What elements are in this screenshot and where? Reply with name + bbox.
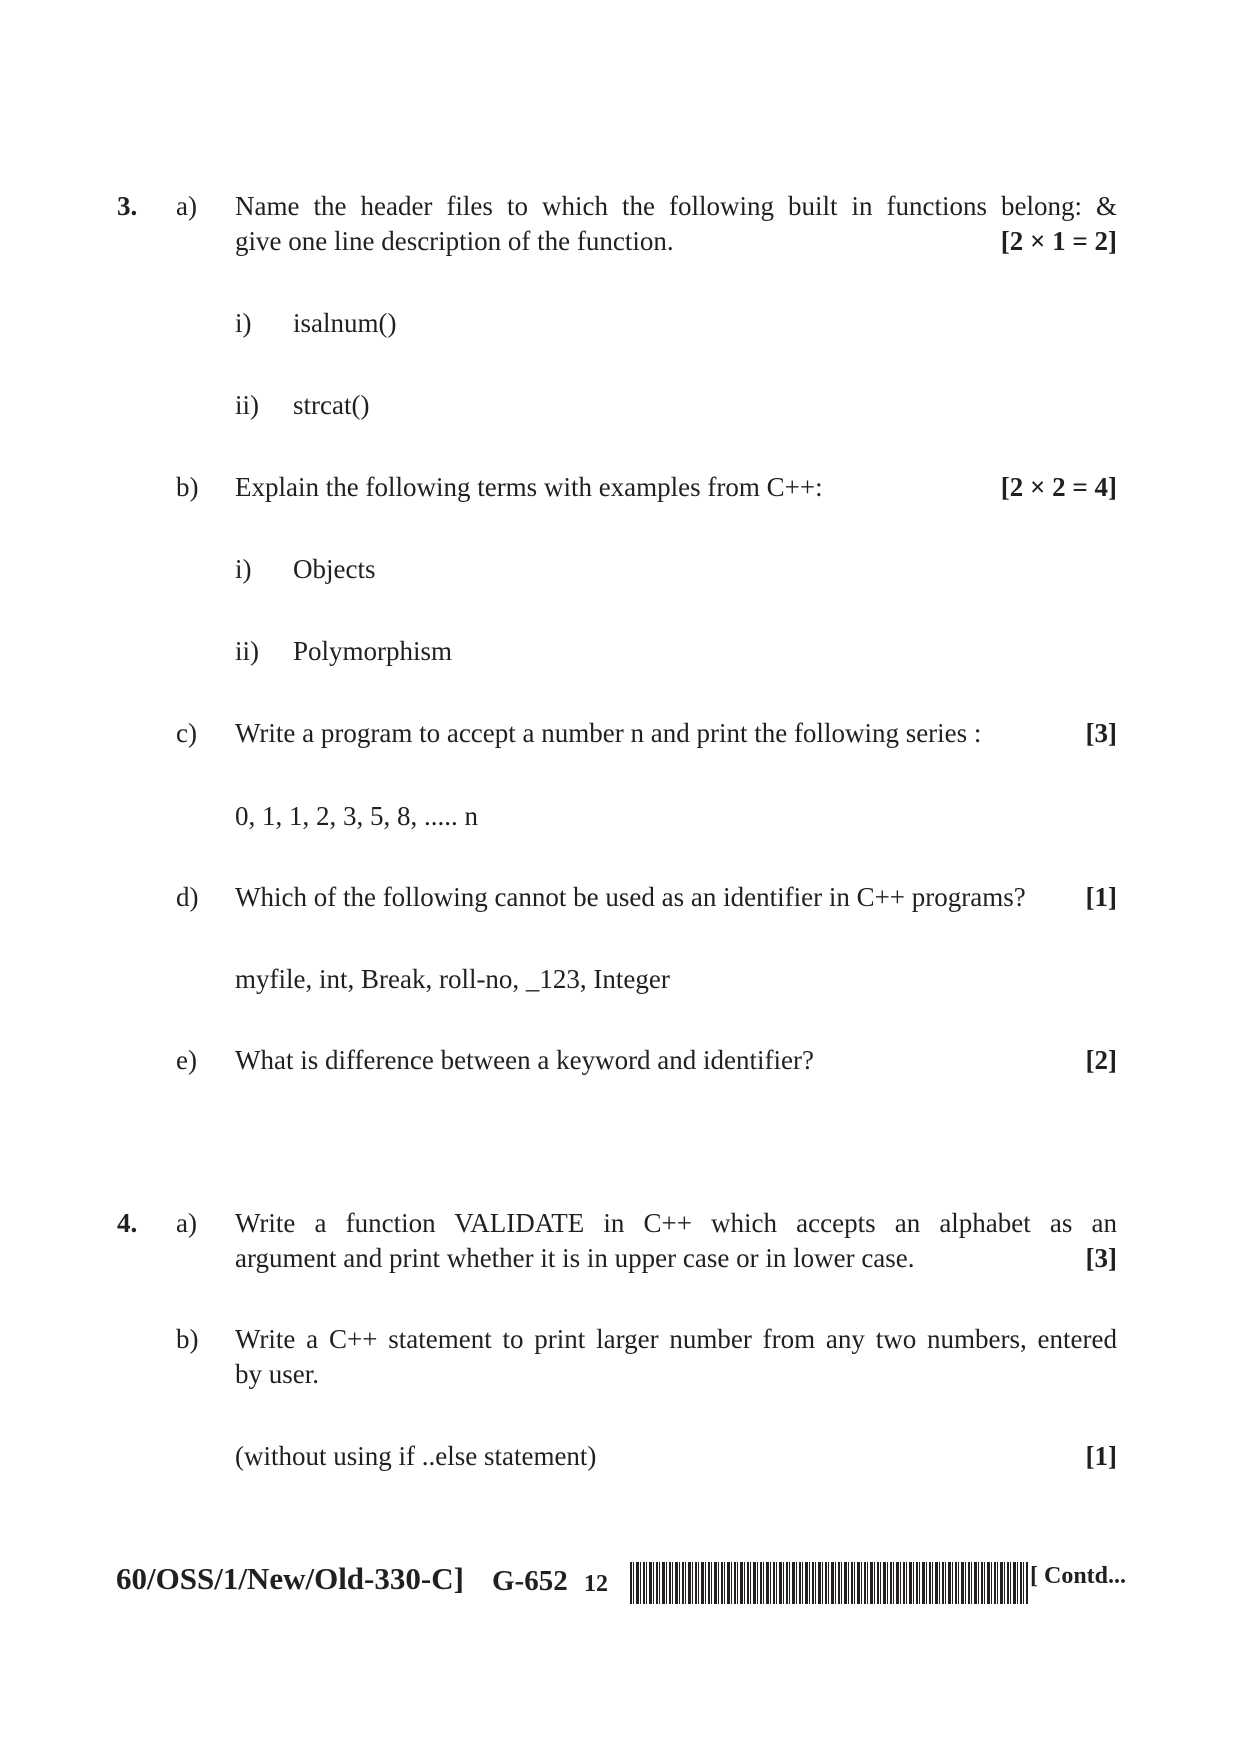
q3e-text: What is difference between a keyword and identifier? [235,1045,814,1075]
q3a-item-2-label: ii) [235,390,259,420]
q4b-note: (without using if ..else statement) [235,1441,597,1471]
q3d-marks: [1] [1085,882,1117,912]
q3b-text: Explain the following terms with examples from C++: [235,472,823,502]
q3b-item-1-label: i) [235,554,252,584]
q3a-item-1-text: isalnum() [293,308,397,338]
question-3-number: 3. [117,191,138,221]
q3e-label: e) [176,1045,197,1075]
q4a-marks: [3] [1085,1243,1117,1273]
footer-paper-code: G-652 [492,1565,568,1597]
q4b-text-line2: by user. [235,1359,319,1389]
q3a-text-line2: give one line description of the function. [235,226,674,256]
footer-page-number: 12 [584,1571,608,1597]
q3d-text: Which of the following cannot be used as an identifier in C++ programs? [235,882,1026,912]
q3a-text-line1: Name the header files to which the following built in functions belong: & [235,191,1117,221]
q4b-label: b) [176,1324,199,1354]
footer-contd: [ Contd... [1030,1563,1127,1589]
q3c-text: Write a program to accept a number n and print the following series : [235,718,982,748]
q3b-label: b) [176,472,199,502]
q3a-label: a) [176,191,197,221]
barcode-image [630,1562,1028,1604]
q3a-item-1-label: i) [235,308,252,338]
q3a-item-2-text: strcat() [293,390,370,420]
q3c-marks: [3] [1085,718,1117,748]
q3b-item-1-text: Objects [293,554,376,584]
q3d-label: d) [176,882,199,912]
q4a-text-line1: Write a function VALIDATE in C++ which accepts an alphabet as an [235,1208,1117,1238]
question-4-number: 4. [117,1208,138,1238]
q4a-label: a) [176,1208,197,1238]
q3c-label: c) [176,718,197,748]
q3a-marks: [2 × 1 = 2] [1000,226,1117,256]
q3b-item-2-text: Polymorphism [293,636,453,666]
footer-exam-code: 60/OSS/1/New/Old-330-C] [116,1561,464,1596]
q3b-marks: [2 × 2 = 4] [1000,472,1117,502]
q4b-text-line1: Write a C++ statement to print larger number from any two numbers, entered [235,1324,1117,1354]
q3e-marks: [2] [1085,1045,1117,1075]
q4a-text-line2: argument and print whether it is in upper case or in lower case. [235,1243,915,1273]
q3c-series: 0, 1, 1, 2, 3, 5, 8, ..... n [235,801,478,831]
q3d-options: myfile, int, Break, roll-no, _123, Integer [235,964,670,994]
q4b-marks: [1] [1085,1441,1117,1471]
q3b-item-2-label: ii) [235,636,259,666]
